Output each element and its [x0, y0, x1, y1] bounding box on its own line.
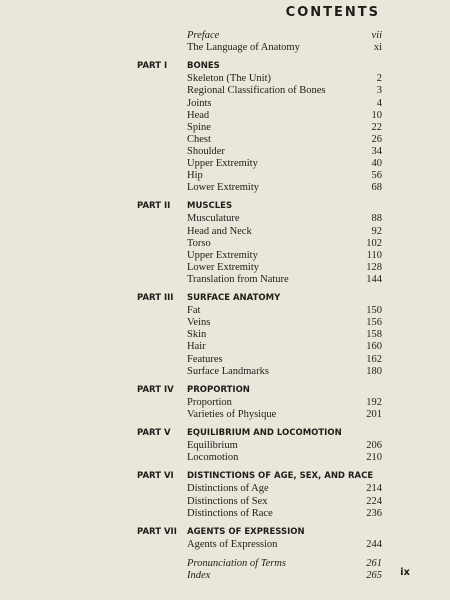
entry-title: The Language of Anatomy	[187, 42, 300, 54]
entry-title: Features	[187, 353, 223, 365]
entry-page: 102	[366, 237, 382, 249]
toc-entry[interactable]	[0, 72, 450, 85]
toc-entry[interactable]	[0, 133, 450, 146]
part-heading	[0, 470, 450, 483]
part-number: PART II	[137, 201, 171, 212]
toc-entry[interactable]	[0, 316, 450, 329]
toc-entry[interactable]	[0, 328, 450, 341]
toc-entry[interactable]	[0, 340, 450, 353]
entry-page: 40	[371, 158, 382, 169]
entry-page: 201	[366, 408, 382, 420]
entry-page: 265	[366, 570, 382, 581]
part-heading	[0, 60, 450, 73]
entry-page: 180	[366, 365, 382, 377]
toc-entry[interactable]	[0, 157, 450, 170]
part-title: MUSCLES	[187, 201, 233, 212]
entry-title: Hair	[187, 341, 206, 353]
toc-entry[interactable]	[0, 261, 450, 274]
entry-page: 144	[366, 273, 382, 285]
entry-title: Varieties of Physique	[187, 408, 277, 420]
entry-page: 150	[366, 305, 382, 317]
entry-page: 34	[371, 145, 382, 157]
toc-entry[interactable]	[0, 249, 450, 262]
toc-entry[interactable]	[0, 451, 450, 464]
entry-title: Joints	[187, 97, 212, 109]
part-heading	[0, 292, 450, 305]
toc-entry[interactable]	[0, 169, 450, 182]
toc-entry[interactable]	[0, 212, 450, 225]
entry-title: Spine	[187, 121, 211, 133]
entry-title: Musculature	[187, 213, 240, 225]
entry-page: 156	[366, 317, 382, 329]
part-number: PART VII	[137, 526, 177, 537]
toc-entry[interactable]	[0, 225, 450, 238]
entry-title: Lower Extremity	[187, 182, 260, 194]
entry-title: Distinctions of Age	[187, 483, 269, 495]
entry-title: Shoulder	[187, 145, 225, 157]
entry-page: 88	[371, 213, 382, 225]
entry-title: Index	[187, 570, 211, 581]
entry-page: 160	[366, 341, 382, 353]
entry-page: 244	[366, 538, 382, 550]
entry-title: Preface	[187, 30, 220, 41]
entry-page: 162	[366, 353, 382, 365]
toc-entry[interactable]	[0, 97, 450, 110]
back-matter-entry[interactable]	[0, 557, 450, 570]
toc-entry[interactable]	[0, 408, 450, 421]
toc-entry[interactable]	[0, 84, 450, 97]
front-matter-entry[interactable]	[0, 29, 450, 42]
entry-page: 128	[366, 261, 382, 273]
entry-title: Lower Extremity	[187, 261, 260, 273]
entry-page: 10	[371, 109, 382, 121]
entry-page: 192	[366, 396, 382, 408]
entry-page: 158	[366, 329, 382, 341]
contents-heading: CONTENTS	[285, 5, 380, 20]
entry-title: Equilibrium	[187, 440, 238, 452]
entry-title: Translation from Nature	[187, 273, 289, 285]
toc-entry[interactable]	[0, 495, 450, 508]
toc-entry[interactable]	[0, 439, 450, 452]
entry-title: Surface Landmarks	[187, 365, 269, 377]
entry-page: 110	[366, 249, 382, 261]
entry-page: 224	[366, 495, 382, 507]
entry-page: 214	[366, 483, 382, 495]
part-number: PART V	[137, 428, 171, 438]
toc-entry[interactable]	[0, 273, 450, 286]
toc-entry[interactable]	[0, 482, 450, 495]
toc-entry[interactable]	[0, 538, 450, 551]
entry-page: 236	[366, 507, 382, 519]
entry-page: 206	[366, 440, 382, 452]
toc-entry[interactable]	[0, 145, 450, 158]
entry-title: Regional Classification of Bones	[187, 85, 326, 97]
part-title: BONES	[187, 61, 220, 72]
entry-title: Agents of Expression	[187, 538, 278, 550]
entry-title: Skin	[187, 329, 207, 341]
part-number: PART IV	[137, 384, 174, 395]
part-title: SURFACE ANATOMY	[187, 293, 281, 303]
entry-page: 210	[366, 452, 382, 464]
entry-title: Veins	[187, 317, 211, 329]
entry-page: 56	[371, 170, 382, 182]
part-title: DISTINCTIONS OF AGE, SEX, AND RACE	[187, 471, 374, 482]
part-heading	[0, 427, 450, 440]
entry-title: Fat	[187, 305, 201, 317]
entry-title: Head and Neck	[187, 225, 252, 237]
entry-page: vii	[371, 30, 382, 41]
part-title: EQUILIBRIUM AND LOCOMOTION	[187, 428, 342, 438]
entry-title: Chest	[187, 133, 211, 145]
entry-title: Distinctions of Race	[187, 507, 273, 519]
toc-entry[interactable]	[0, 109, 450, 122]
front-matter-entry[interactable]	[0, 41, 450, 54]
entry-page: 4	[376, 97, 382, 109]
toc-entry[interactable]	[0, 121, 450, 134]
entry-page: 22	[371, 121, 382, 133]
entry-title: Upper Extremity	[187, 249, 258, 261]
entry-title: Distinctions of Sex	[187, 495, 268, 507]
entry-page: 68	[371, 182, 382, 194]
entry-page: xi	[373, 42, 382, 54]
part-number: PART VI	[137, 471, 174, 482]
part-heading	[0, 384, 450, 397]
toc-entry[interactable]	[0, 507, 450, 520]
part-number: PART III	[137, 293, 174, 303]
toc-entry[interactable]	[0, 396, 450, 409]
part-heading	[0, 200, 450, 213]
toc-entry[interactable]	[0, 304, 450, 317]
entry-page: 2	[376, 73, 382, 85]
entry-page: 26	[371, 133, 382, 145]
toc-entry[interactable]	[0, 353, 450, 366]
entry-title: Proportion	[187, 396, 232, 408]
entry-title: Upper Extremity	[187, 158, 258, 169]
part-number: PART I	[137, 61, 168, 72]
entry-title: Head	[187, 109, 210, 121]
entry-title: Pronunciation of Terms	[187, 557, 286, 569]
entry-title: Skeleton (The Unit)	[187, 73, 271, 85]
part-heading	[0, 526, 450, 539]
part-title: AGENTS OF EXPRESSION	[187, 526, 305, 537]
toc-entry[interactable]	[0, 365, 450, 378]
back-matter-entry[interactable]	[0, 569, 450, 582]
entry-page: 261	[366, 557, 382, 569]
toc-entry[interactable]	[0, 237, 450, 250]
entry-title: Hip	[187, 170, 203, 182]
entry-page: 3	[376, 85, 382, 97]
page-folio: ix	[400, 567, 410, 578]
entry-title: Torso	[187, 237, 211, 249]
part-title: PROPORTION	[187, 384, 250, 395]
entry-page: 92	[371, 225, 382, 237]
entry-title: Locomotion	[187, 452, 239, 464]
toc-entry[interactable]	[0, 181, 450, 194]
